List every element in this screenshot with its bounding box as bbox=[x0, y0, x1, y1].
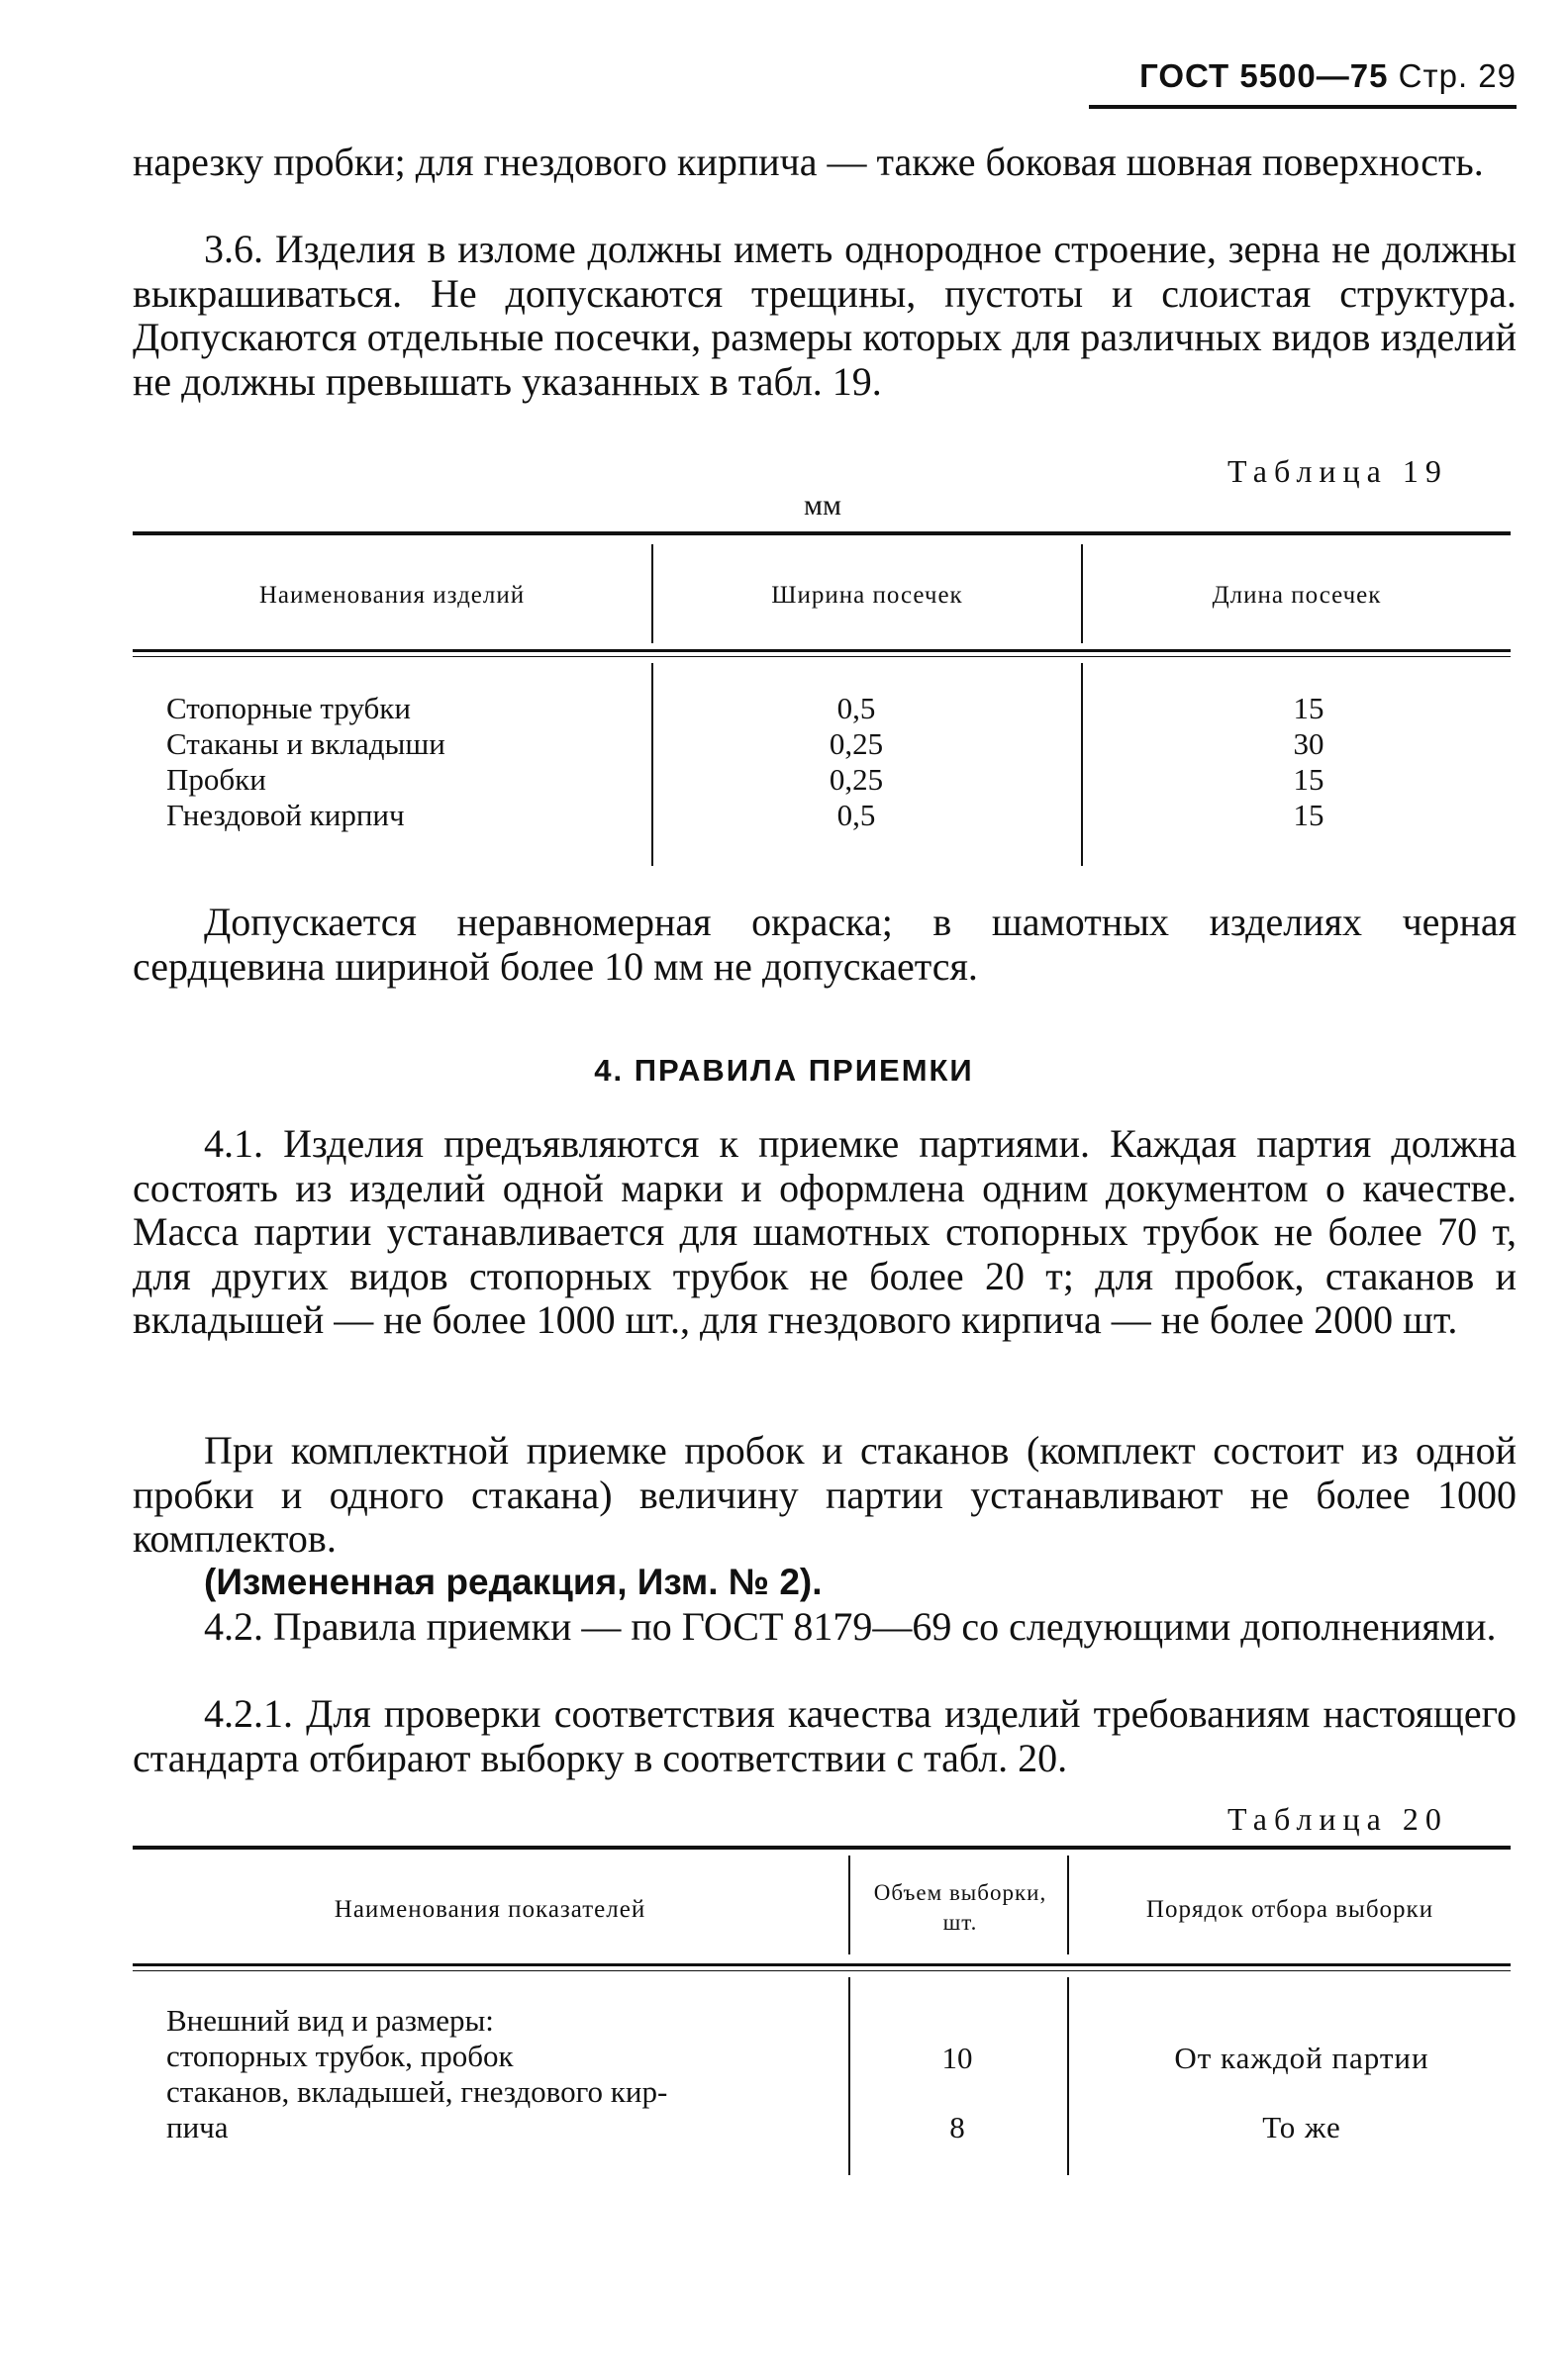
standard-number: ГОСТ 5500—75 bbox=[1139, 57, 1389, 94]
table20-header-order: Порядок отбора выборки bbox=[1145, 1896, 1434, 1923]
table19-header-length: Длина посечек bbox=[1212, 582, 1382, 609]
table19-header-name: Наименования изделий bbox=[258, 582, 526, 609]
table20-divider bbox=[1067, 1977, 1069, 2175]
table20-cell-line: пича bbox=[166, 2110, 229, 2144]
table19-cell-name: Гнездовой кирпич bbox=[166, 798, 405, 832]
table20-header-rule bbox=[133, 1963, 1511, 1966]
paragraph-continuation: нарезку пробки; для гнездового кирпича — также боковая шовная поверхность. bbox=[133, 140, 1484, 184]
table20-cell-line: стаканов, вкладышей, гнездового кир- bbox=[166, 2074, 668, 2109]
table19-cell-width: 0,25 bbox=[829, 726, 884, 761]
paragraph-complete-acceptance: При комплектной приемке пробок и стаканов (комплект состоит из одной пробки и одного стакана) величину партии устанавливают не более 1000 комплектов. bbox=[133, 1428, 1517, 1561]
table20-volume: 8 bbox=[949, 2110, 965, 2144]
table19-cell-name: Стопорные трубки bbox=[166, 691, 411, 725]
table20-cell-line: стопорных трубок, пробок bbox=[166, 2039, 514, 2073]
table19-cell-width: 0,5 bbox=[836, 798, 876, 832]
table19-header-rule bbox=[133, 656, 1511, 657]
table19-cell-length: 15 bbox=[1293, 762, 1324, 797]
table19-cell-length: 15 bbox=[1293, 798, 1324, 832]
paragraph-coloring: Допускается неравномерная окраска; в шамотных изделиях черная сердцевина шириной более 10 мм не допускается. bbox=[133, 900, 1517, 989]
table19-header-rule bbox=[133, 649, 1511, 652]
table19-divider bbox=[651, 663, 653, 866]
table20-order: То же bbox=[1262, 2110, 1341, 2144]
table20-divider bbox=[848, 1977, 850, 2175]
section-title: 4. ПРАВИЛА ПРИЕМКИ bbox=[594, 1053, 974, 1088]
table20-header-rule bbox=[133, 1970, 1511, 1971]
page-header bbox=[1089, 57, 1517, 95]
table19-cell-width: 0,25 bbox=[829, 762, 884, 797]
table19-header-width: Ширина посечек bbox=[771, 582, 963, 609]
table20-divider bbox=[848, 1856, 850, 1954]
table20-cell-line: Внешний вид и размеры: bbox=[166, 2003, 494, 2038]
header-rule bbox=[1089, 105, 1517, 109]
table20-order: От каждой партии bbox=[1174, 2041, 1429, 2075]
table19-top-rule bbox=[133, 531, 1511, 535]
table19-unit: мм bbox=[804, 489, 841, 522]
table19-cell-length: 15 bbox=[1293, 691, 1324, 725]
table19-cell-width: 0,5 bbox=[836, 691, 876, 725]
table19-caption: Таблица 19 bbox=[1227, 453, 1448, 489]
table20-volume: 10 bbox=[941, 2041, 973, 2075]
paragraph-4-1: 4.1. Изделия предъявляются к приемке партиями. Каждая партия должна состоять из изделий одной марки и оформлена одним документом о качестве. Масса партии устанавливается для шамотных стопорных трубок не более 70 т, для других видов стопорных трубок не более 20 т; для пробок, стаканов и вкладышей — не более 1000 шт., для гнездового кирпича — не более 2000 шт. bbox=[133, 1121, 1517, 1342]
table20-header-name: Наименования показателей bbox=[334, 1896, 646, 1923]
table19-cell-length: 30 bbox=[1293, 726, 1324, 761]
table20-header-volume: Объем выборки, шт. bbox=[873, 1880, 1047, 1935]
paragraph-3-6: 3.6. Изделия в изломе должны иметь однородное строение, зерна не должны выкрашиваться. Не допускаются трещины, пустоты и слоистая структура. Допускаются отдельные посечки, размеры которых для различных видов изделий не должны превышать указанных в табл. 19. bbox=[133, 227, 1517, 404]
table19-cell-name: Стаканы и вкладыши bbox=[166, 726, 445, 761]
paragraph-4-2: 4.2. Правила приемки — по ГОСТ 8179—69 со следующими дополнениями. bbox=[204, 1604, 1497, 1649]
paragraph-amendment: (Измененная редакция, Изм. № 2). bbox=[204, 1562, 823, 1602]
paragraph-4-2-1: 4.2.1. Для проверки соответствия качества изделий требованиям настоящего стандарта отбирают выборку в соответствии с табл. 20. bbox=[133, 1691, 1517, 1780]
page-number: Стр. 29 bbox=[1398, 57, 1517, 94]
table19-cell-name: Пробки bbox=[166, 762, 266, 797]
table20-caption: Таблица 20 bbox=[1227, 1801, 1448, 1837]
table19-divider bbox=[1081, 663, 1083, 866]
table20-top-rule bbox=[133, 1846, 1511, 1850]
